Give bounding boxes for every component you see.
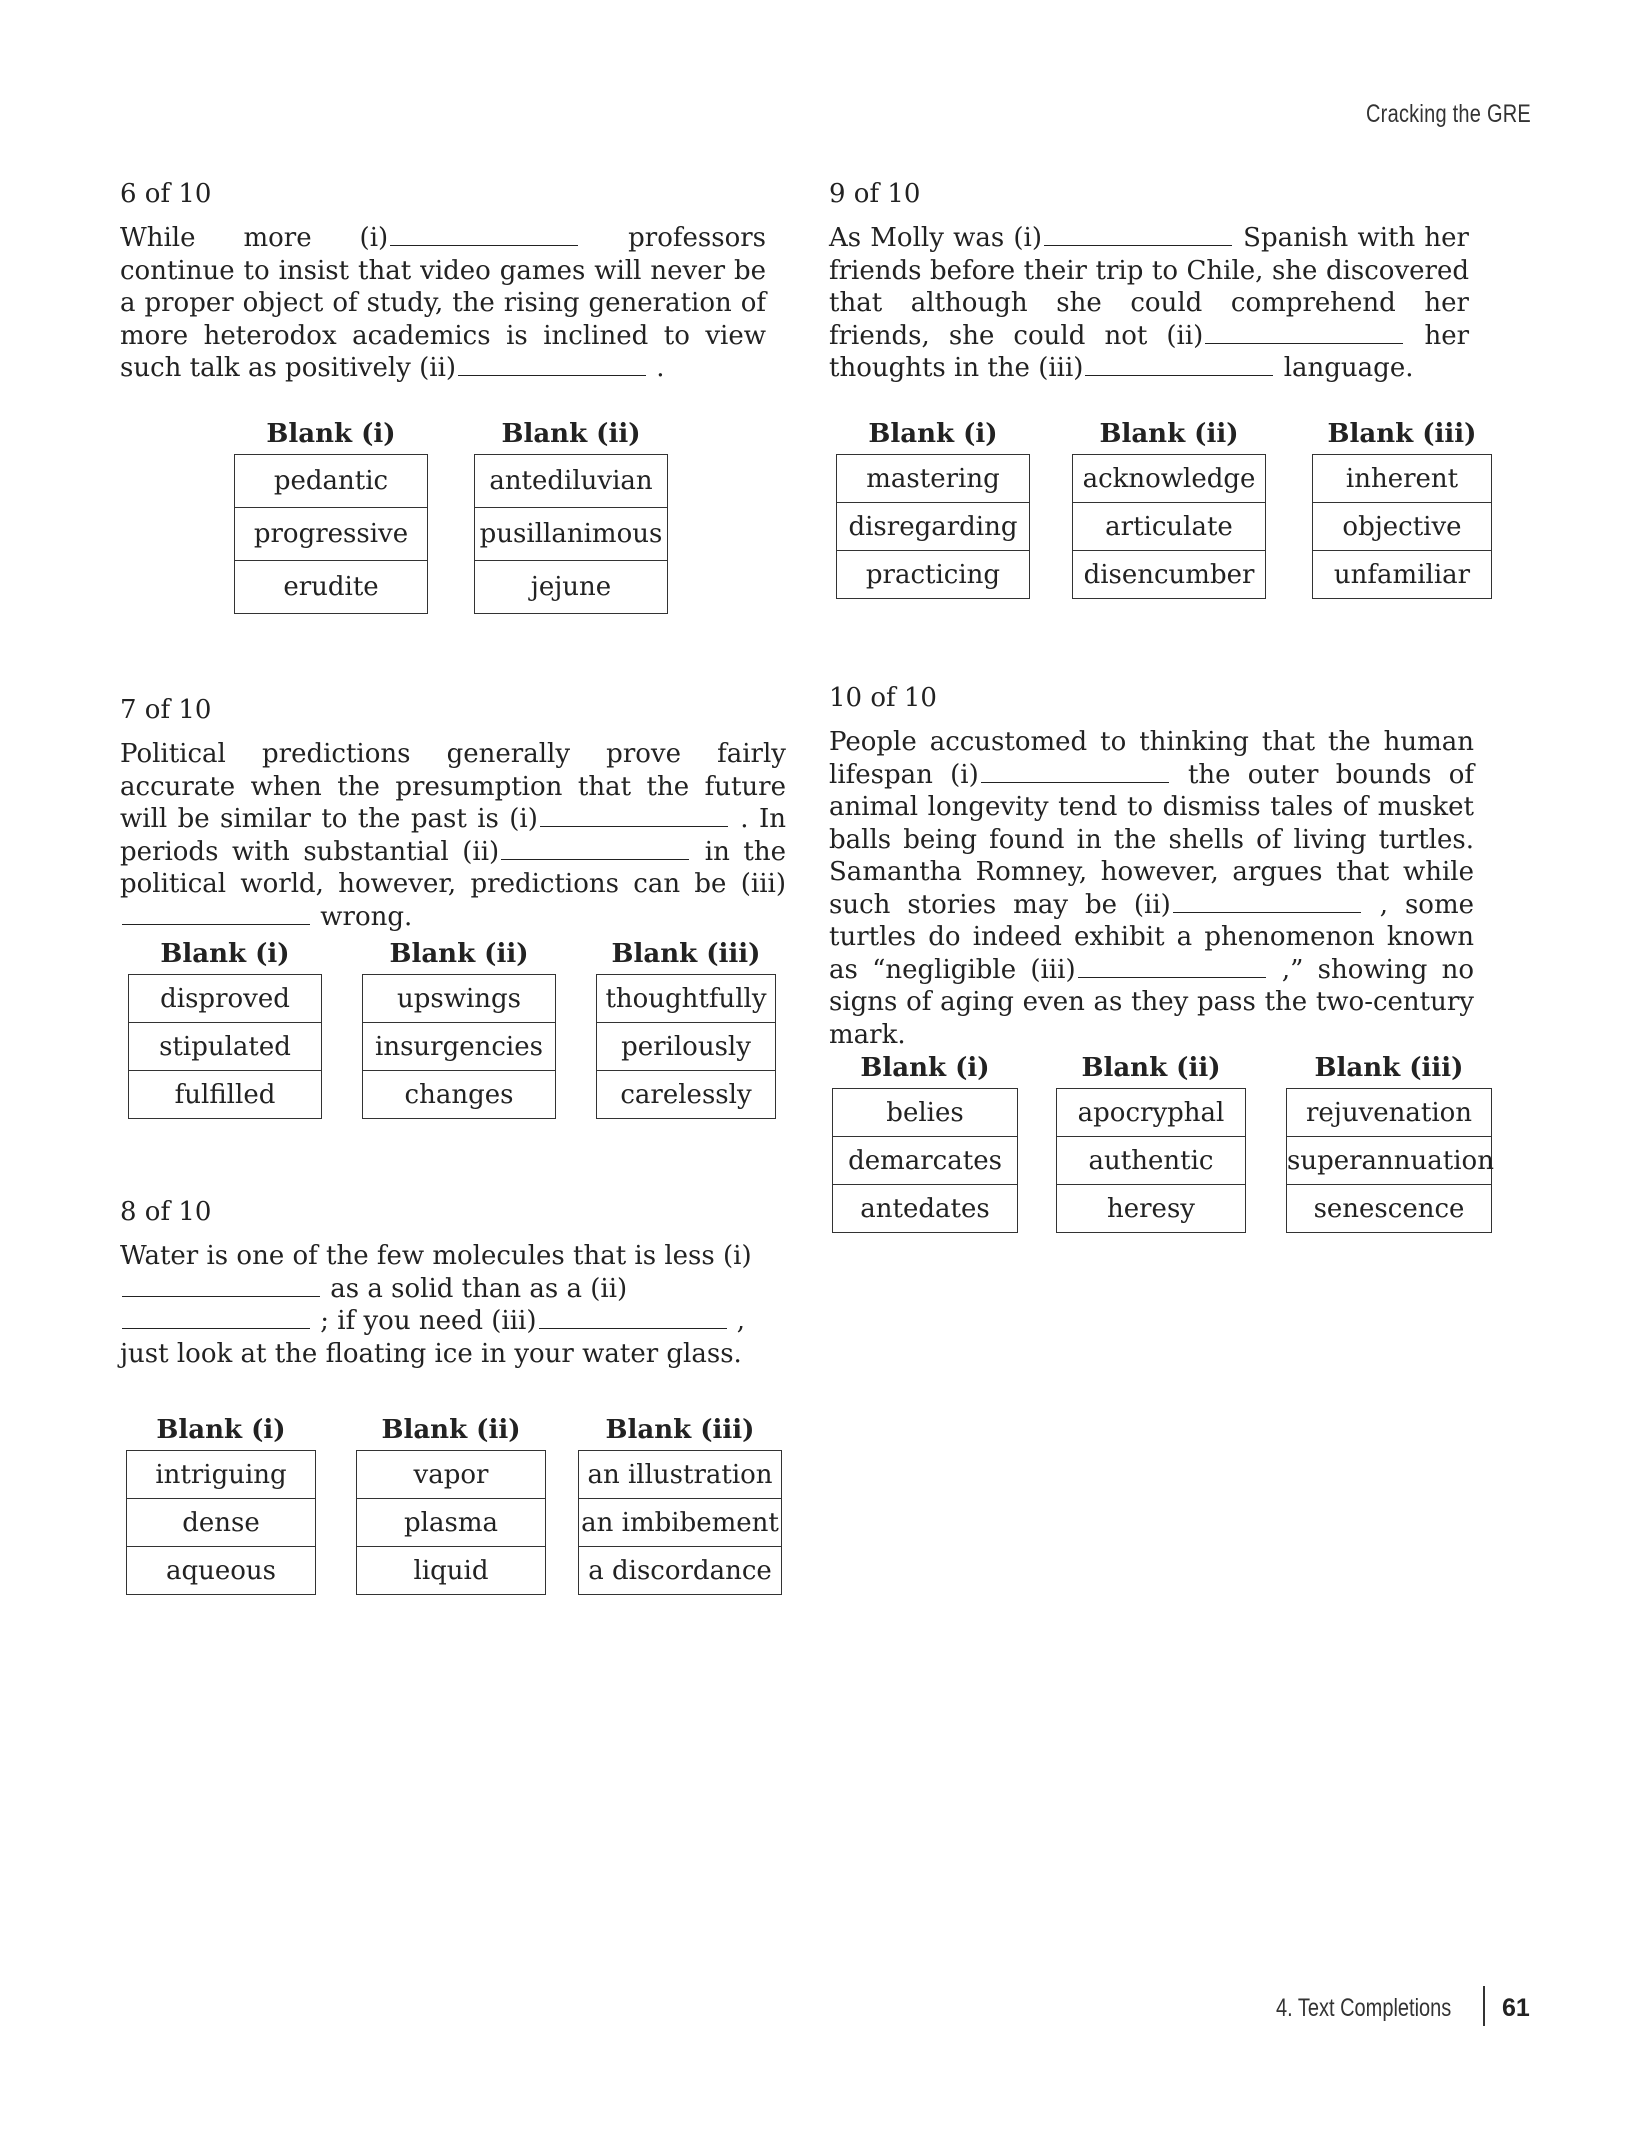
- answer-option[interactable]: heresy: [1057, 1185, 1245, 1233]
- column-heading: Blank (i): [868, 419, 998, 449]
- blank-ii: [122, 1306, 310, 1329]
- answer-option[interactable]: changes: [363, 1071, 555, 1119]
- answer-option[interactable]: intriguing: [127, 1451, 315, 1499]
- answer-option[interactable]: an imbibement: [579, 1499, 781, 1547]
- answer-option[interactable]: disproved: [129, 975, 321, 1023]
- blank-ii-column: [1072, 414, 1266, 599]
- answer-columns-q8: [126, 1410, 782, 1595]
- answer-option[interactable]: disregarding: [837, 503, 1029, 551]
- blank-iii: [1078, 955, 1266, 978]
- blank-i: [1044, 223, 1232, 246]
- answer-option[interactable]: pusillanimous: [475, 508, 667, 561]
- question-number: 9 of 10: [829, 179, 921, 209]
- blank-ii-column: [1056, 1048, 1246, 1233]
- answer-option[interactable]: antediluvian: [475, 455, 667, 508]
- question-number: 7 of 10: [120, 695, 212, 725]
- blank-iii: [1085, 353, 1273, 376]
- answer-option[interactable]: insurgencies: [363, 1023, 555, 1071]
- question-9: [829, 178, 1469, 385]
- answer-option[interactable]: a discordance: [579, 1547, 781, 1595]
- answer-option[interactable]: liquid: [357, 1547, 545, 1595]
- column-heading: Blank (i): [266, 419, 396, 449]
- question-text: Water is one of the few molecules that is less (i) as a solid than as a (ii) ; if you need (iii) , just look at the floating ice in your water glass.: [120, 1241, 752, 1369]
- column-heading: Blank (iii): [1327, 419, 1477, 449]
- question-text: Political predictions generally prove fairly accurate when the presumption that the future will be similar to the past is (i) . In periods with substantial (ii) in the political world, however, predictions can be (iii) wrong.: [120, 739, 786, 932]
- footer-divider: [1483, 1986, 1485, 2026]
- answer-option[interactable]: aqueous: [127, 1547, 315, 1595]
- blank-ii-column: [474, 414, 668, 614]
- question-6: [120, 178, 766, 385]
- blank-i: [122, 1274, 320, 1297]
- answer-option[interactable]: apocryphal: [1057, 1089, 1245, 1137]
- column-heading: Blank (iii): [1314, 1053, 1464, 1083]
- column-heading: Blank (i): [860, 1053, 990, 1083]
- answer-option[interactable]: authentic: [1057, 1137, 1245, 1185]
- column-heading: Blank (iii): [605, 1415, 755, 1445]
- blank-ii: [458, 353, 646, 376]
- blank-i: [390, 223, 578, 246]
- answer-option[interactable]: antedates: [833, 1185, 1017, 1233]
- footer-section-title: 4. Text Completions: [1276, 1994, 1452, 2022]
- blank-ii: [1205, 321, 1403, 344]
- blank-ii-column: [362, 934, 556, 1119]
- answer-option[interactable]: mastering: [837, 455, 1029, 503]
- answer-option[interactable]: perilously: [597, 1023, 775, 1071]
- blank-i-column: [836, 414, 1030, 599]
- blank-iii-column: [596, 934, 776, 1119]
- column-heading: Blank (ii): [501, 419, 641, 449]
- column-heading: Blank (iii): [611, 939, 761, 969]
- blank-iii: [539, 1306, 727, 1329]
- column-heading: Blank (ii): [1099, 419, 1239, 449]
- answer-option[interactable]: senescence: [1287, 1185, 1491, 1233]
- blank-ii: [501, 837, 689, 860]
- question-number: 10 of 10: [829, 683, 937, 713]
- blank-i-column: [128, 934, 322, 1119]
- column-heading: Blank (ii): [1081, 1053, 1221, 1083]
- answer-option[interactable]: jejune: [475, 561, 667, 614]
- answer-option[interactable]: stipulated: [129, 1023, 321, 1071]
- answer-columns-q6: [234, 414, 668, 614]
- column-heading: Blank (i): [156, 1415, 286, 1445]
- answer-option[interactable]: articulate: [1073, 503, 1265, 551]
- answer-option[interactable]: inherent: [1313, 455, 1491, 503]
- running-header: Cracking the GRE: [1366, 100, 1532, 128]
- question-8: [120, 1196, 780, 1370]
- answer-columns-q7: [128, 934, 776, 1119]
- answer-option[interactable]: carelessly: [597, 1071, 775, 1119]
- blank-i: [981, 760, 1169, 783]
- answer-option[interactable]: plasma: [357, 1499, 545, 1547]
- answer-option[interactable]: an illustration: [579, 1451, 781, 1499]
- blank-iii-column: [1312, 414, 1492, 599]
- answer-option[interactable]: disencumber: [1073, 551, 1265, 599]
- answer-option[interactable]: demarcates: [833, 1137, 1017, 1185]
- answer-option[interactable]: unfamiliar: [1313, 551, 1491, 599]
- answer-columns-q9: [836, 414, 1492, 599]
- answer-option[interactable]: rejuvenation: [1287, 1089, 1491, 1137]
- answer-option[interactable]: pedantic: [235, 455, 427, 508]
- blank-i: [540, 804, 728, 827]
- answer-option[interactable]: progressive: [235, 508, 427, 561]
- column-heading: Blank (i): [160, 939, 290, 969]
- page-number: 61: [1502, 1994, 1530, 2022]
- answer-option[interactable]: dense: [127, 1499, 315, 1547]
- column-heading: Blank (ii): [389, 939, 529, 969]
- question-number: 6 of 10: [120, 179, 212, 209]
- answer-option[interactable]: superannuation: [1287, 1137, 1491, 1185]
- blank-iii-column: [1286, 1048, 1492, 1233]
- question-number: 8 of 10: [120, 1197, 212, 1227]
- answer-option[interactable]: fulfilled: [129, 1071, 321, 1119]
- answer-option[interactable]: acknowledge: [1073, 455, 1265, 503]
- blank-i-column: [832, 1048, 1018, 1233]
- blank-i-column: [234, 414, 428, 614]
- blank-ii: [1173, 890, 1361, 913]
- answer-option[interactable]: thoughtfully: [597, 975, 775, 1023]
- answer-option[interactable]: upswings: [363, 975, 555, 1023]
- blank-ii-column: [356, 1410, 546, 1595]
- answer-option[interactable]: erudite: [235, 561, 427, 614]
- blank-iii: [122, 902, 310, 925]
- answer-option[interactable]: vapor: [357, 1451, 545, 1499]
- question-7: [120, 694, 786, 933]
- question-text: As Molly was (i) Spanish with her friends before their trip to Chile, she discovered that although she could comprehend her friends, she could not (ii) her thoughts in the (iii) language.: [829, 223, 1470, 383]
- blank-iii-column: [578, 1410, 782, 1595]
- blank-i-column: [126, 1410, 316, 1595]
- question-text: While more (i) professors continue to insist that video games will never be a proper object of study, the rising generation of more heterodox academics is inclined to view such talk as positively (ii) .: [120, 223, 766, 383]
- answer-option[interactable]: practicing: [837, 551, 1029, 599]
- answer-option[interactable]: belies: [833, 1089, 1017, 1137]
- answer-option[interactable]: objective: [1313, 503, 1491, 551]
- column-heading: Blank (ii): [381, 1415, 521, 1445]
- answer-columns-q10: [832, 1048, 1492, 1233]
- question-10: [829, 682, 1474, 1051]
- question-text: People accustomed to thinking that the human lifespan (i) the outer bounds of animal longevity tend to dismiss tales of musket balls being found in the shells of living turtles. Samantha Romney, however, argues that while such stories may be (ii) , some turtles do indeed exhibit a phenomenon known as “negligible (iii) ,” showing no signs of aging even as they pass the two-century mark.: [829, 727, 1475, 1050]
